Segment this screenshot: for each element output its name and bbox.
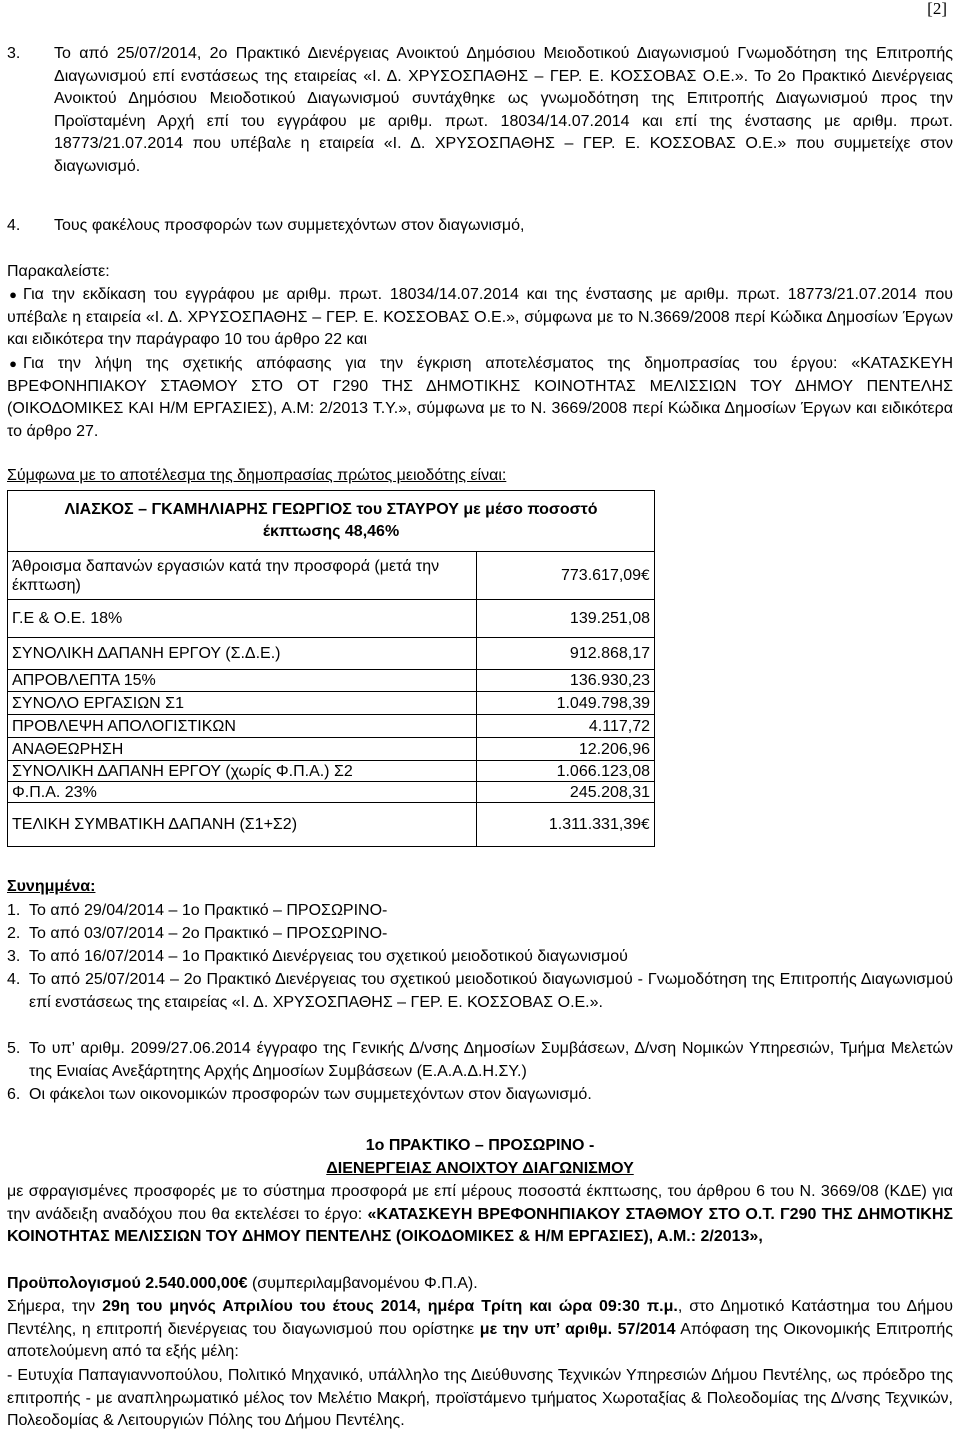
list-item xyxy=(7,900,953,923)
minutes-paragraph-1 xyxy=(7,1181,953,1249)
table-row xyxy=(8,552,655,600)
list-item-number: 4. xyxy=(7,971,21,988)
bullet-icon: ● xyxy=(9,356,17,371)
list-item xyxy=(7,923,953,946)
row-label: Γ.Ε & Ο.Ε. 18% xyxy=(8,600,477,638)
list-item xyxy=(7,1084,953,1107)
cost-table xyxy=(7,490,655,847)
row-value: 12.206,96 xyxy=(477,738,655,761)
table-row xyxy=(8,715,655,738)
row-label: ΑΠΡΟΒΛΕΠΤΑ 15% xyxy=(8,670,477,692)
row-label: ΣΥΝΟΛΟ ΕΡΓΑΣΙΩΝ Σ1 xyxy=(8,692,477,715)
row-value: 1.049.798,39 xyxy=(477,692,655,715)
minutes-paragraph-3: - Ευτυχία Παπαγιαννοπούλου, Πολιτικό Μηχανικό, υπάλληλο της Διεύθυνσης Τεχνικών Υπηρεσιών Δήμου Πεντέλης, ως πρόεδρο της επιτροπής - με αναπληρωματικό μέλος τον Μελέτιο Μακρή, προϊστάμενο τμήματος Χωροταξίας & Πολεοδομίας της Δ/νσης Τεχνικών, Πολεοδομίας & Λειτουργιών Πόλης του Δήμου Πεντέλης. xyxy=(7,1367,953,1429)
list-item-number: 3. xyxy=(7,948,21,965)
list-item-number: 6. xyxy=(7,1086,21,1103)
list-item-text: Τους φακέλους προσφορών των συμμετεχόντων στον διαγωνισμό, xyxy=(54,217,525,234)
row-label: ΑΝΑΘΕΩΡΗΣΗ xyxy=(8,738,477,761)
table-row xyxy=(8,803,655,847)
row-value: 773.617,09€ xyxy=(477,552,655,600)
list-item-text: Το από 25/07/2014 – 2ο Πρακτικό Διενέργειας του σχετικού μειοδοτικού διαγωνισμού - Γνωμοδότηση της Επιτροπής Διαγωνισμού επί ενστάσεως της εταιρείας «Ι. Δ. ΧΡΥΣΟΣΠΑΘΗΣ – ΓΕΡ. Ε. ΚΟΣΣΟΒΑΣ Ο.Ε.». xyxy=(29,971,953,1011)
project-title: «ΚΑΤΑΣΚΕΥΗ ΒΡΕΦΟΝΗΠΙΑΚΟΥ ΣΤΑΘΜΟΥ ΣΤΟ Ο.Τ. Γ290 ΤΗΣ ΔΗΜΟΤΙΚΗΣ ΚΟΙΝΟΤΗΤΑΣ ΜΕΛΙΣΣΙΩΝ ΤΟΥ ΔΗΜΟΥ ΠΕΝΤΕΛΗΣ (ΟΙΚΟΔΟΜΙΚΕΣ & Η/Μ ΕΡΓΑΣΙΕΣ), Α.Μ.: 2/2013», xyxy=(7,1205,953,1245)
table-row xyxy=(8,600,655,638)
list-item-text: Το από 16/07/2014 – 1ο Πρακτικό Διενέργειας του σχετικού μειοδοτικού διαγωνισμού xyxy=(29,948,628,965)
minutes-paragraph-2: Σήμερα, την 29η του μηνός Απριλίου του έτους 2014, ημέρα Τρίτη και ώρα 09:30 π.μ., στο Δημοτικό Κατάστημα του Δήμου Πεντέλης, η επιτροπή διενέργειας του διαγωνισμού που ορίστηκε με την υπ’ αριθμ. 57/2014 Απόφαση της Οικονομικής Επιτροπής αποτελούμενη από τα εξής μέλη: xyxy=(7,1298,954,1360)
row-value: 1.311.331,39€ xyxy=(477,803,655,847)
row-label: ΠΡΟΒΛΕΨΗ ΑΠΟΛΟΓΙΣΤΙΚΩΝ xyxy=(8,715,477,738)
row-label: ΤΕΛΙΚΗ ΣΥΜΒΑΤΙΚΗ ΔΑΠΑΝΗ (Σ1+Σ2) xyxy=(8,803,477,847)
contractor-header: ΛΙΑΣΚΟΣ – ΓΚΑΜΗΛΙΑΡΗΣ ΓΕΩΡΓΙΟΣ του ΣΤΑΥΡΟΥ με μέσο ποσοστό έκπτωσης 48,46% xyxy=(8,491,655,552)
list-item-number: 1. xyxy=(7,902,21,919)
row-value: 139.251,08 xyxy=(477,600,655,638)
request-heading: Παρακαλείστε: xyxy=(7,263,110,280)
row-label: ΣΥΝΟΛΙΚΗ ΔΑΠΑΝΗ ΕΡΓΟΥ (Σ.Δ.Ε.) xyxy=(8,638,477,670)
budget-amount: Προϋπολογισμού 2.540.000,00€ xyxy=(7,1275,248,1292)
list-item-4 xyxy=(7,215,953,238)
table-row xyxy=(8,761,655,782)
result-heading: Σύμφωνα με το αποτέλεσμα της δημοπρασίας πρώτος μειοδότης είναι: xyxy=(7,467,507,484)
table-header-row xyxy=(8,491,655,552)
bullet-item xyxy=(3,284,953,352)
list-item-number: 3. xyxy=(7,45,21,62)
list-item xyxy=(7,969,953,1038)
bullet-icon: ● xyxy=(9,287,17,302)
list-item-text: Το από 29/04/2014 – 1ο Πρακτικό – ΠΡΟΣΩΡΙΝΟ- xyxy=(29,902,388,919)
row-label: Φ.Π.Α. 23% xyxy=(8,782,477,803)
minutes-title: 1ο ΠΡΑΚΤΙΚΟ – ΠΡΟΣΩΡΙΝΟ - xyxy=(365,1137,595,1154)
row-label: Άθροισμα δαπανών εργασιών κατά την προσφορά (μετά την έκπτωση) xyxy=(8,552,477,600)
row-value: 136.930,23 xyxy=(477,670,655,692)
row-label: ΣΥΝΟΛΙΚΗ ΔΑΠΑΝΗ ΕΡΓΟΥ (χωρίς Φ.Π.Α.) Σ2 xyxy=(8,761,477,782)
row-value: 912.868,17 xyxy=(477,638,655,670)
budget-note: (συμπεριλαμβανομένου Φ.Π.Α). xyxy=(247,1275,478,1292)
minutes-subtitle: ΔΙΕΝΕΡΓΕΙΑΣ ΑΝΟΙΧΤΟΥ ΔΙΑΓΩΝΙΣΜΟΥ xyxy=(326,1160,634,1177)
table-row xyxy=(8,670,655,692)
row-value: 245.208,31 xyxy=(477,782,655,803)
table-row xyxy=(8,782,655,803)
list-item-3 xyxy=(7,43,953,178)
table-row xyxy=(8,738,655,761)
row-value: 4.117,72 xyxy=(477,715,655,738)
page-number: [2] xyxy=(927,0,947,18)
attachments-heading: Συνημμένα: xyxy=(7,878,96,895)
list-item xyxy=(7,946,953,969)
bullet-text: Για την εκδίκαση του εγγράφου με αριθμ. πρωτ. 18034/14.07.2014 και της ένστασης με αριθμ. πρωτ. 18773/21.07.2014 που υπέβαλε η εταιρεία «Ι. Δ. ΧΡΥΣΟΣΠΑΘΗΣ – ΓΕΡ. Ε. ΚΟΣΣΟΒΑΣ Ο.Ε.», σύμφωνα με το Ν.3669/2008 περί Κώδικα Δημοσίων Έργων και ειδικότερα την παράγραφο 10 του άρθρο 22 και xyxy=(7,286,953,348)
row-value: 1.066.123,08 xyxy=(477,761,655,782)
list-item-text: Οι φάκελοι των οικονομικών προσφορών των συμμετεχόντων στον διαγωνισμό. xyxy=(29,1086,592,1103)
list-item-text: Το από 03/07/2014 – 2ο Πρακτικό – ΠΡΟΣΩΡΙΝΟ- xyxy=(29,925,388,942)
bullet-item xyxy=(3,353,953,443)
table-row xyxy=(8,638,655,670)
list-item-number: 5. xyxy=(7,1040,21,1057)
list-item-text: Το υπ’ αριθμ. 2099/27.06.2014 έγγραφο της Γενικής Δ/νσης Δημοσίων Συμβάσεων, Δ/νση Νομικών Υπηρεσιών, Τμήμα Μελετών της Ενιαίας Ανεξάρτητης Αρχής Δημοσίων Συμβάσεων (Ε.Α.Α.Δ.Η.ΣΥ.) xyxy=(29,1040,953,1080)
list-item-text: Το από 25/07/2014, 2ο Πρακτικό Διενέργειας Ανοικτού Δημόσιου Μειοδοτικού Διαγωνισμού Γνωμοδότηση της Επιτροπής Διαγωνισμού επί ενστάσεως της εταιρείας «Ι. Δ. ΧΡΥΣΟΣΠΑΘΗΣ – ΓΕΡ. Ε. ΚΟΣΣΟΒΑΣ Ο.Ε.». Το 2ο Πρακτικό Διενέργειας Ανοικτού Δημόσιου Μειοδοτικού Διαγωνισμού συντάχθηκε ως γνωμοδότηση της Επιτροπής Διαγωνισμού προς την Προϊσταμένη Αρχή επί του εγγράφου με αριθμ. πρωτ. 18034/14.07.2014 και επί της ένστασης με αριθμ. πρωτ. 18773/21.07.2014 που υπέβαλε η εταιρεία «Ι. Δ. ΧΡΥΣΟΣΠΑΘΗΣ – ΓΕΡ. Ε. ΚΟΣΣΟΒΑΣ Ο.Ε.» που συμμετείχε στον διαγωνισμό. xyxy=(54,45,953,175)
attachments-list xyxy=(7,900,953,1107)
table-row xyxy=(8,692,655,715)
bullet-text: Για την λήψη της σχετικής απόφασης για την έγκριση αποτελέσματος της δημοπρασίας του έργου: «ΚΑΤΑΣΚΕΥΗ ΒΡΕΦΟΝΗΠΙΑΚΟΥ ΣΤΑΘΜΟΥ ΣΤΟ ΟΤ Γ290 ΤΗΣ ΔΗΜΟΤΙΚΗΣ ΚΟΙΝΟΤΗΤΑΣ ΜΕΛΙΣΣΙΩΝ ΤΟΥ ΔΗΜΟΥ ΠΕΝΤΕΛΗΣ (ΟΙΚΟΔΟΜΙΚΕΣ ΚΑΙ Η/Μ ΕΡΓΑΣΙΕΣ), Α.Μ: 2/2013 Τ.Υ.», σύμφωνα με το Ν. 3669/2008 περί Κώδικα Δημοσίων Έργων και ειδικότερα το άρθρο 27. xyxy=(7,355,953,440)
budget-line xyxy=(7,1273,953,1296)
list-item xyxy=(7,1038,953,1084)
list-item-number: 4. xyxy=(7,217,21,234)
paragraph-text: με σφραγισμένες προσφορές με το σύστημα προσφορά με επί μέρους ποσοστά έκπτωσης, του άρθρου 6 του Ν. 3669/08 (ΚΔΕ) για την ανάδειξη αναδόχου που θα εκτελέσει το έργο: xyxy=(7,1183,953,1223)
list-item-number: 2. xyxy=(7,925,21,942)
